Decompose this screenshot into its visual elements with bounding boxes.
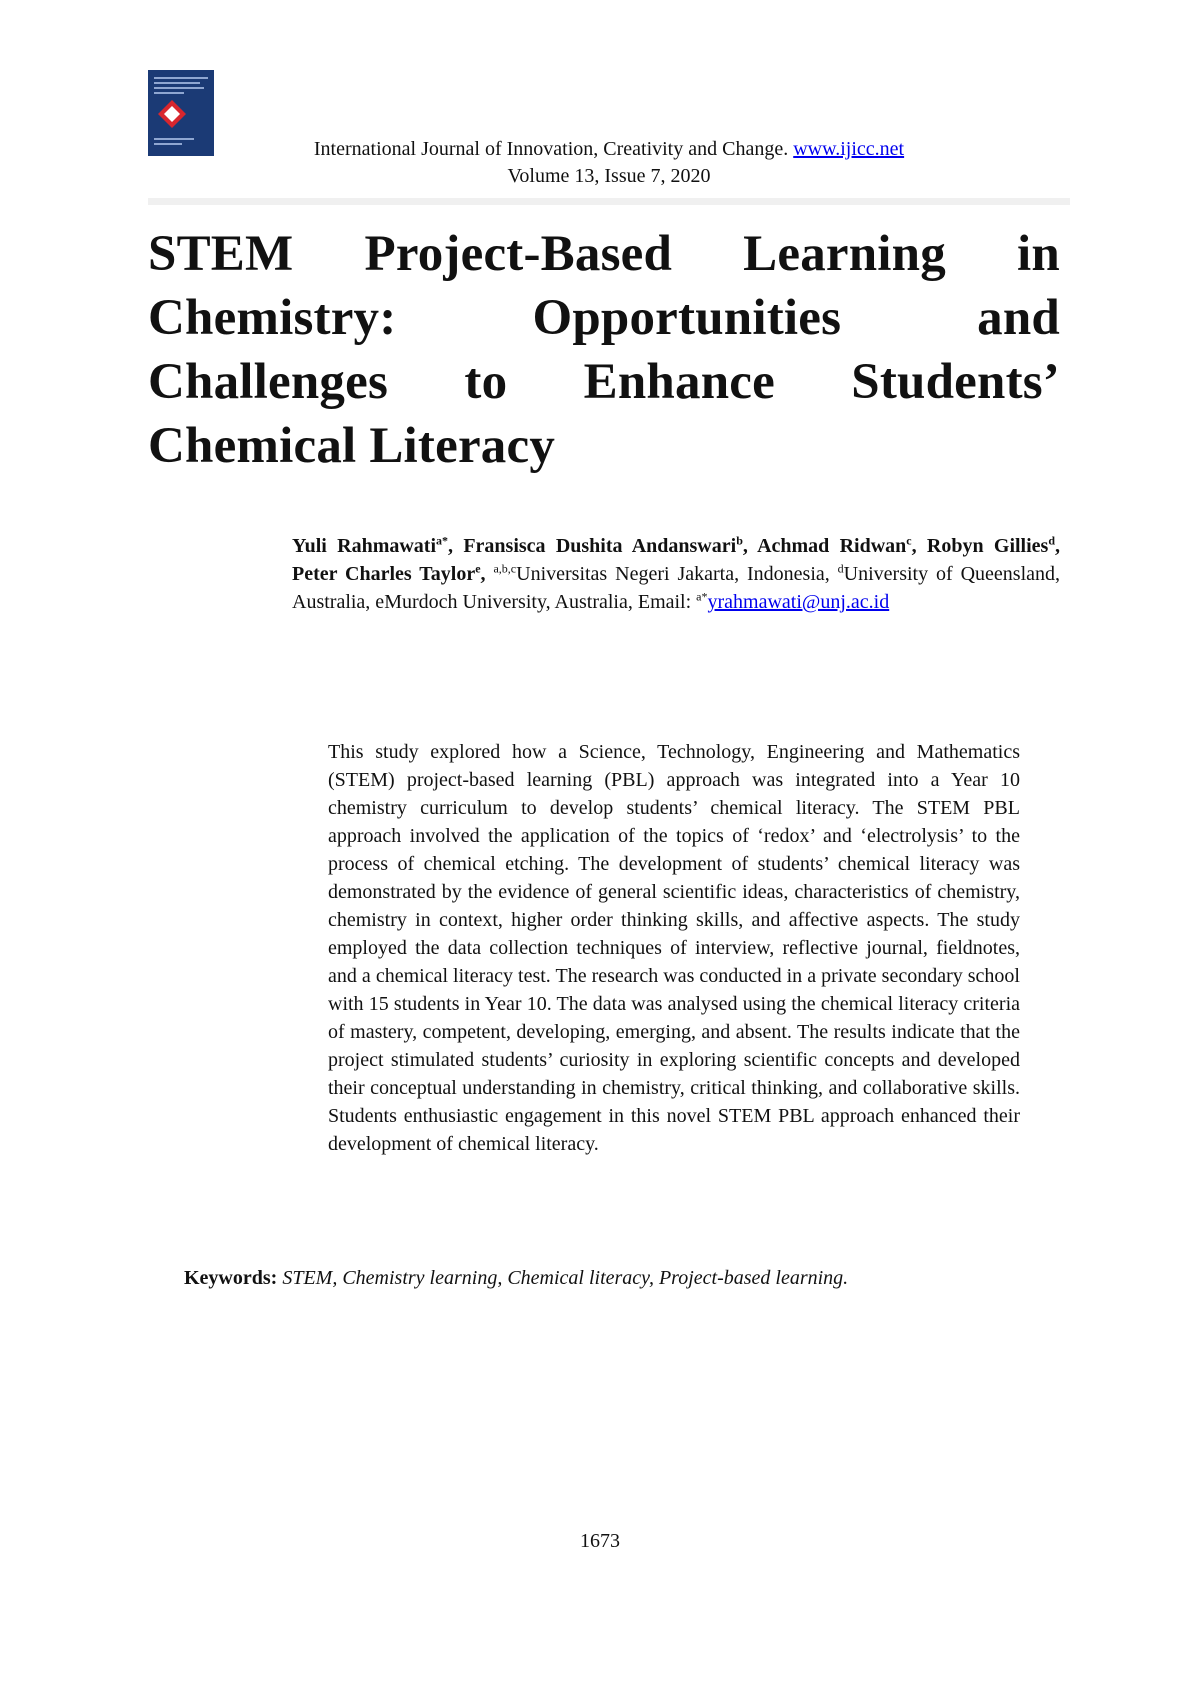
author-sup: a* — [436, 533, 449, 548]
affiliation-sup: a,b,c — [493, 561, 517, 576]
affiliation-text: University of Queensland, Australia, eMurdoch University, Australia, Email: — [292, 563, 1061, 613]
author-name: Achmad Ridwan — [757, 535, 907, 557]
author-separator: , — [911, 535, 927, 557]
journal-header-line — [148, 136, 1070, 163]
author-name: Fransisca Dushita Andanswari — [463, 535, 737, 557]
header-divider — [148, 198, 1070, 205]
author-sup: e — [475, 561, 481, 576]
author-sup: d — [1048, 533, 1056, 548]
logo-title-line — [154, 92, 184, 94]
journal-name: International Journal of Innovation, Creativity and Change. — [313, 138, 789, 160]
email-sup: a* — [696, 589, 708, 604]
abstract-text: This study explored how a Science, Technology, Engineering and Mathematics (STEM) project-based learning (PBL) approach was integrated into a Year 10 chemistry curriculum to develop students’ chemical literacy. The STEM PBL approach involved the application of the topics of ‘redox’ and ‘electrolysis’ to the process of chemical etching. The development of students’ chemical literacy was demonstrated by the evidence of general scientific ideas, characteristics of chemistry, chemistry in context, higher order thinking skills, and affective aspects. The study employed the data collection techniques of interview, reflective journal, fieldnotes, and a chemical literacy test. The research was conducted in a private secondary school with 15 students in Year 10. The data was analysed using the chemical literacy criteria of mastery, competent, developing, emerging, and absent. The results indicate that the project stimulated students’ curiosity in exploring scientific concepts and developed their conceptual understanding in chemistry, critical thinking, and collaborative skills. Students enthusiastic engagement in this novel STEM PBL approach enhanced their development of chemical literacy. — [328, 741, 1020, 1155]
author-separator: , — [448, 535, 464, 557]
keywords-label: Keywords: — [184, 1267, 278, 1289]
volume-issue: Volume 13, Issue 7, 2020 — [507, 165, 711, 187]
logo-title-line — [154, 82, 200, 84]
logo-title-line — [154, 87, 204, 89]
paper-title: STEM Project-Based Learning in Chemistry: Opportunities and Challenges to Enhance Students’ Chemical Literacy — [148, 226, 1060, 474]
author-sup: c — [906, 533, 912, 548]
keywords — [184, 1264, 1064, 1292]
author-separator: , — [1055, 535, 1061, 557]
author-name: Peter Charles Taylor — [292, 563, 476, 585]
keywords-list: STEM, Chemistry learning, Chemical literacy, Project-based learning. — [282, 1267, 849, 1289]
author-email-link[interactable]: yrahmawati@unj.ac.id — [707, 591, 890, 613]
author-separator: , — [742, 535, 758, 557]
page-number: 1673 — [580, 1530, 620, 1552]
author-block — [292, 532, 1060, 616]
journal-url-link[interactable]: www.ijicc.net — [793, 138, 905, 160]
author-sup: b — [736, 533, 743, 548]
author-name: Robyn Gillies — [926, 535, 1049, 557]
affiliation-sup: d — [837, 561, 844, 576]
author-name: Yuli Rahmawati — [292, 535, 437, 557]
logo-title-line — [154, 77, 208, 79]
journal-header — [148, 136, 1070, 190]
author-separator: , — [480, 563, 494, 585]
affiliation-text: Universitas Negeri Jakarta, Indonesia, — [516, 563, 838, 585]
